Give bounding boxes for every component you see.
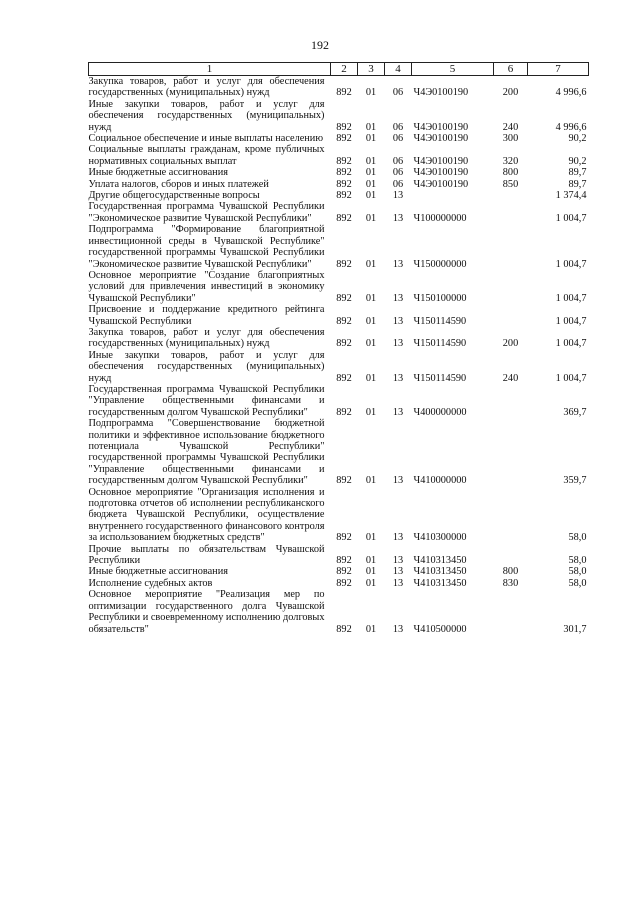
row-name: Иные закупки товаров, работ и услуг для обеспечения государственных (муниципальных) нужд [88, 349, 325, 384]
row-target-article: Ч410313450 [413, 555, 467, 567]
row-amount: 1 004,7 [555, 338, 587, 350]
row-gr-code: 892 [336, 406, 352, 418]
row-gr-code: 892 [336, 212, 352, 224]
table-row [89, 144, 589, 167]
row-gr-code: 892 [336, 475, 352, 487]
row-amount: 1 004,7 [555, 315, 587, 327]
row-subsection-code: 13 [392, 623, 404, 635]
row-gr-code: 892 [336, 555, 352, 567]
row-name: Присвоение и поддержание кредитного рейтинга Чувашской Республики [88, 304, 325, 327]
row-subsection-code: 06 [392, 167, 404, 179]
row-target-article: Ч410313450 [413, 577, 467, 589]
header-col-2: 2 [331, 63, 358, 76]
row-subsection-code: 13 [392, 372, 404, 384]
row-expense-type [494, 304, 528, 327]
row-section-code: 01 [365, 167, 377, 179]
row-target-article: Ч150114590 [413, 315, 467, 327]
row-expense-type: 300 [502, 133, 519, 145]
row-gr-code: 892 [336, 577, 352, 589]
row-subsection-code: 13 [392, 406, 404, 418]
row-gr-code: 892 [336, 623, 352, 635]
row-section-code: 01 [365, 372, 377, 384]
row-amount: 89,7 [568, 178, 587, 190]
row-name: Иные закупки товаров, работ и услуг для обеспечения государственных (муниципальных) нужд [88, 98, 325, 133]
row-section-code: 01 [365, 258, 377, 270]
table-row [89, 270, 589, 304]
page-number: 192 [311, 38, 329, 52]
row-subsection-code: 06 [392, 87, 404, 99]
row-target-article: Ч410500000 [413, 623, 467, 635]
row-gr-code: 892 [336, 566, 352, 578]
row-expense-type [494, 224, 528, 270]
row-target-article: Ч400000000 [413, 406, 467, 418]
table-row [89, 350, 589, 384]
row-subsection-code: 13 [392, 292, 404, 304]
row-target-article [412, 190, 494, 201]
header-col-4: 4 [385, 63, 412, 76]
row-amount: 1 374,4 [555, 190, 587, 202]
row-expense-type: 240 [502, 372, 519, 384]
row-gr-code: 892 [336, 178, 352, 190]
row-expense-type [494, 544, 528, 567]
table-row [89, 384, 589, 418]
row-subsection-code: 13 [392, 555, 404, 567]
table-row [89, 418, 589, 486]
row-name: Основное мероприятие "Реализация мер по оптимизации государственного долга Чувашской Республики и своевременному исполнению долговых обязательств" [88, 589, 325, 635]
row-expense-type [494, 384, 528, 418]
row-section-code: 01 [365, 338, 377, 350]
row-gr-code: 892 [336, 167, 352, 179]
row-name: Государственная программа Чувашской Республики "Экономическое развитие Чувашской Республики" [88, 201, 325, 224]
row-section-code: 01 [365, 532, 377, 544]
row-target-article: Ч4Э0100190 [413, 155, 469, 167]
header-col-6: 6 [494, 63, 528, 76]
row-expense-type [494, 270, 528, 304]
row-section-code: 01 [365, 406, 377, 418]
row-gr-code: 892 [336, 87, 352, 99]
row-expense-type: 200 [502, 87, 519, 99]
row-target-article: Ч150114590 [413, 338, 467, 350]
row-amount: 58,0 [568, 566, 587, 578]
row-section-code: 01 [365, 190, 377, 202]
row-subsection-code: 13 [392, 258, 404, 270]
row-name: Закупка товаров, работ и услуг для обеспечения государственных (муниципальных) нужд [88, 326, 325, 350]
row-name: Подпрограмма "Совершенствование бюджетной политики и эффективное использование бюджетного потенциала Чувашской Республики" государственной программы Чувашской Республики "Управление общественными финансами и государственным долгом Чувашской Республики" [88, 418, 325, 487]
row-expense-type [494, 201, 528, 224]
table-row [89, 578, 589, 589]
row-name: Основное мероприятие "Создание благоприятных условий для привлечения инвестиций в экономику Чувашской Республики" [88, 269, 325, 304]
row-amount: 1 004,7 [555, 292, 587, 304]
row-amount: 90,2 [568, 155, 587, 167]
row-gr-code: 892 [336, 190, 352, 202]
table-row [89, 133, 589, 144]
row-section-code: 01 [365, 178, 377, 190]
budget-table [88, 62, 589, 635]
table-row [89, 304, 589, 327]
row-subsection-code: 13 [392, 577, 404, 589]
row-section-code: 01 [365, 566, 377, 578]
row-target-article: Ч410300000 [413, 532, 467, 544]
row-subsection-code: 13 [392, 212, 404, 224]
row-subsection-code: 13 [392, 566, 404, 578]
row-amount: 58,0 [568, 532, 587, 544]
row-expense-type: 830 [502, 577, 519, 589]
row-expense-type [494, 190, 528, 201]
row-target-article: Ч150000000 [413, 258, 467, 270]
row-expense-type: 240 [502, 121, 519, 133]
row-expense-type [494, 487, 528, 544]
row-section-code: 01 [365, 315, 377, 327]
header-col-3: 3 [358, 63, 385, 76]
row-name: Государственная программа Чувашской Республики "Управление общественными финансами и государственным долгом Чувашской Республики" [88, 383, 325, 418]
row-target-article: Ч4Э0100190 [413, 133, 469, 145]
row-subsection-code: 13 [392, 532, 404, 544]
row-section-code: 01 [365, 133, 377, 145]
table-row [89, 201, 589, 224]
row-subsection-code: 06 [392, 178, 404, 190]
row-section-code: 01 [365, 155, 377, 167]
table-row [89, 487, 589, 544]
row-amount: 90,2 [568, 133, 587, 145]
row-gr-code: 892 [336, 258, 352, 270]
row-name: Социальные выплаты гражданам, кроме публичных нормативных социальных выплат [88, 144, 325, 167]
row-subsection-code: 06 [392, 133, 404, 145]
row-gr-code: 892 [336, 155, 352, 167]
row-target-article: Ч410000000 [413, 475, 467, 487]
row-section-code: 01 [365, 577, 377, 589]
row-amount: 359,7 [563, 475, 587, 487]
row-name: Основное мероприятие "Организация исполнения и подготовка отчетов об исполнении республиканского бюджета Чувашской Республики, осуществление внутреннего государственного финансового контроля за использованием бюджетных средств" [88, 486, 325, 544]
row-section-code: 01 [365, 121, 377, 133]
row-subsection-code: 13 [392, 475, 404, 487]
row-name: Социальное обеспечение и иные выплаты населению [88, 133, 324, 145]
table-row [89, 544, 589, 567]
table-header-row [89, 63, 589, 76]
row-expense-type: 200 [502, 338, 519, 350]
row-gr-code: 892 [336, 372, 352, 384]
table-row [89, 566, 589, 577]
row-expense-type [494, 589, 528, 635]
row-amount: 58,0 [568, 555, 587, 567]
row-name: Подпрограмма "Формирование благоприятной инвестиционной среды в Чувашской Республике" государственной программы Чувашской Республики "Экономическое развитие Чувашской Республики" [88, 224, 325, 270]
table-row [89, 224, 589, 270]
row-gr-code: 892 [336, 338, 352, 350]
row-section-code: 01 [365, 292, 377, 304]
row-amount: 369,7 [563, 406, 587, 418]
row-target-article: Ч100000000 [413, 212, 467, 224]
row-name: Закупка товаров, работ и услуг для обеспечения государственных (муниципальных) нужд [88, 76, 325, 99]
row-amount: 1 004,7 [555, 258, 587, 270]
row-name: Исполнение судебных актов [88, 577, 213, 589]
table-row [89, 167, 589, 178]
row-amount: 1 004,7 [555, 212, 587, 224]
row-section-code: 01 [365, 555, 377, 567]
row-target-article: Ч410313450 [413, 566, 467, 578]
row-expense-type: 320 [502, 155, 519, 167]
row-amount: 4 996,6 [555, 87, 587, 99]
row-name: Иные бюджетные ассигнования [88, 167, 228, 179]
table-row [89, 76, 589, 99]
row-subsection-code: 13 [392, 338, 404, 350]
row-target-article: Ч4Э0100190 [413, 178, 469, 190]
row-amount: 1 004,7 [555, 372, 587, 384]
row-subsection-code: 06 [392, 121, 404, 133]
row-amount: 301,7 [563, 623, 587, 635]
row-expense-type: 850 [502, 178, 519, 190]
row-target-article: Ч150100000 [413, 292, 467, 304]
row-target-article: Ч4Э0100190 [413, 87, 469, 99]
table-row [89, 99, 589, 133]
row-expense-type: 800 [502, 566, 519, 578]
row-amount: 58,0 [568, 577, 587, 589]
row-target-article: Ч4Э0100190 [413, 167, 469, 179]
table-row [89, 589, 589, 635]
row-amount: 89,7 [568, 167, 587, 179]
row-amount: 4 996,6 [555, 121, 587, 133]
header-col-1: 1 [89, 63, 331, 76]
row-gr-code: 892 [336, 315, 352, 327]
row-gr-code: 892 [336, 532, 352, 544]
row-name: Другие общегосударственные вопросы [88, 190, 260, 202]
row-section-code: 01 [365, 87, 377, 99]
row-gr-code: 892 [336, 292, 352, 304]
row-section-code: 01 [365, 475, 377, 487]
row-name: Иные бюджетные ассигнования [88, 566, 228, 578]
table-row [89, 327, 589, 350]
row-name: Уплата налогов, сборов и иных платежей [88, 178, 269, 190]
row-subsection-code: 13 [392, 315, 404, 327]
row-expense-type: 800 [502, 167, 519, 179]
row-subsection-code: 13 [392, 190, 404, 202]
row-name: Прочие выплаты по обязательствам Чувашской Республики [88, 543, 325, 567]
row-expense-type [494, 418, 528, 486]
row-subsection-code: 06 [392, 155, 404, 167]
header-col-7: 7 [528, 63, 589, 76]
row-target-article: Ч150114590 [413, 372, 467, 384]
row-gr-code: 892 [336, 133, 352, 145]
row-section-code: 01 [365, 212, 377, 224]
table-row [89, 190, 589, 201]
header-col-5: 5 [412, 63, 494, 76]
row-gr-code: 892 [336, 121, 352, 133]
row-target-article: Ч4Э0100190 [413, 121, 469, 133]
table-row [89, 179, 589, 190]
row-section-code: 01 [365, 623, 377, 635]
